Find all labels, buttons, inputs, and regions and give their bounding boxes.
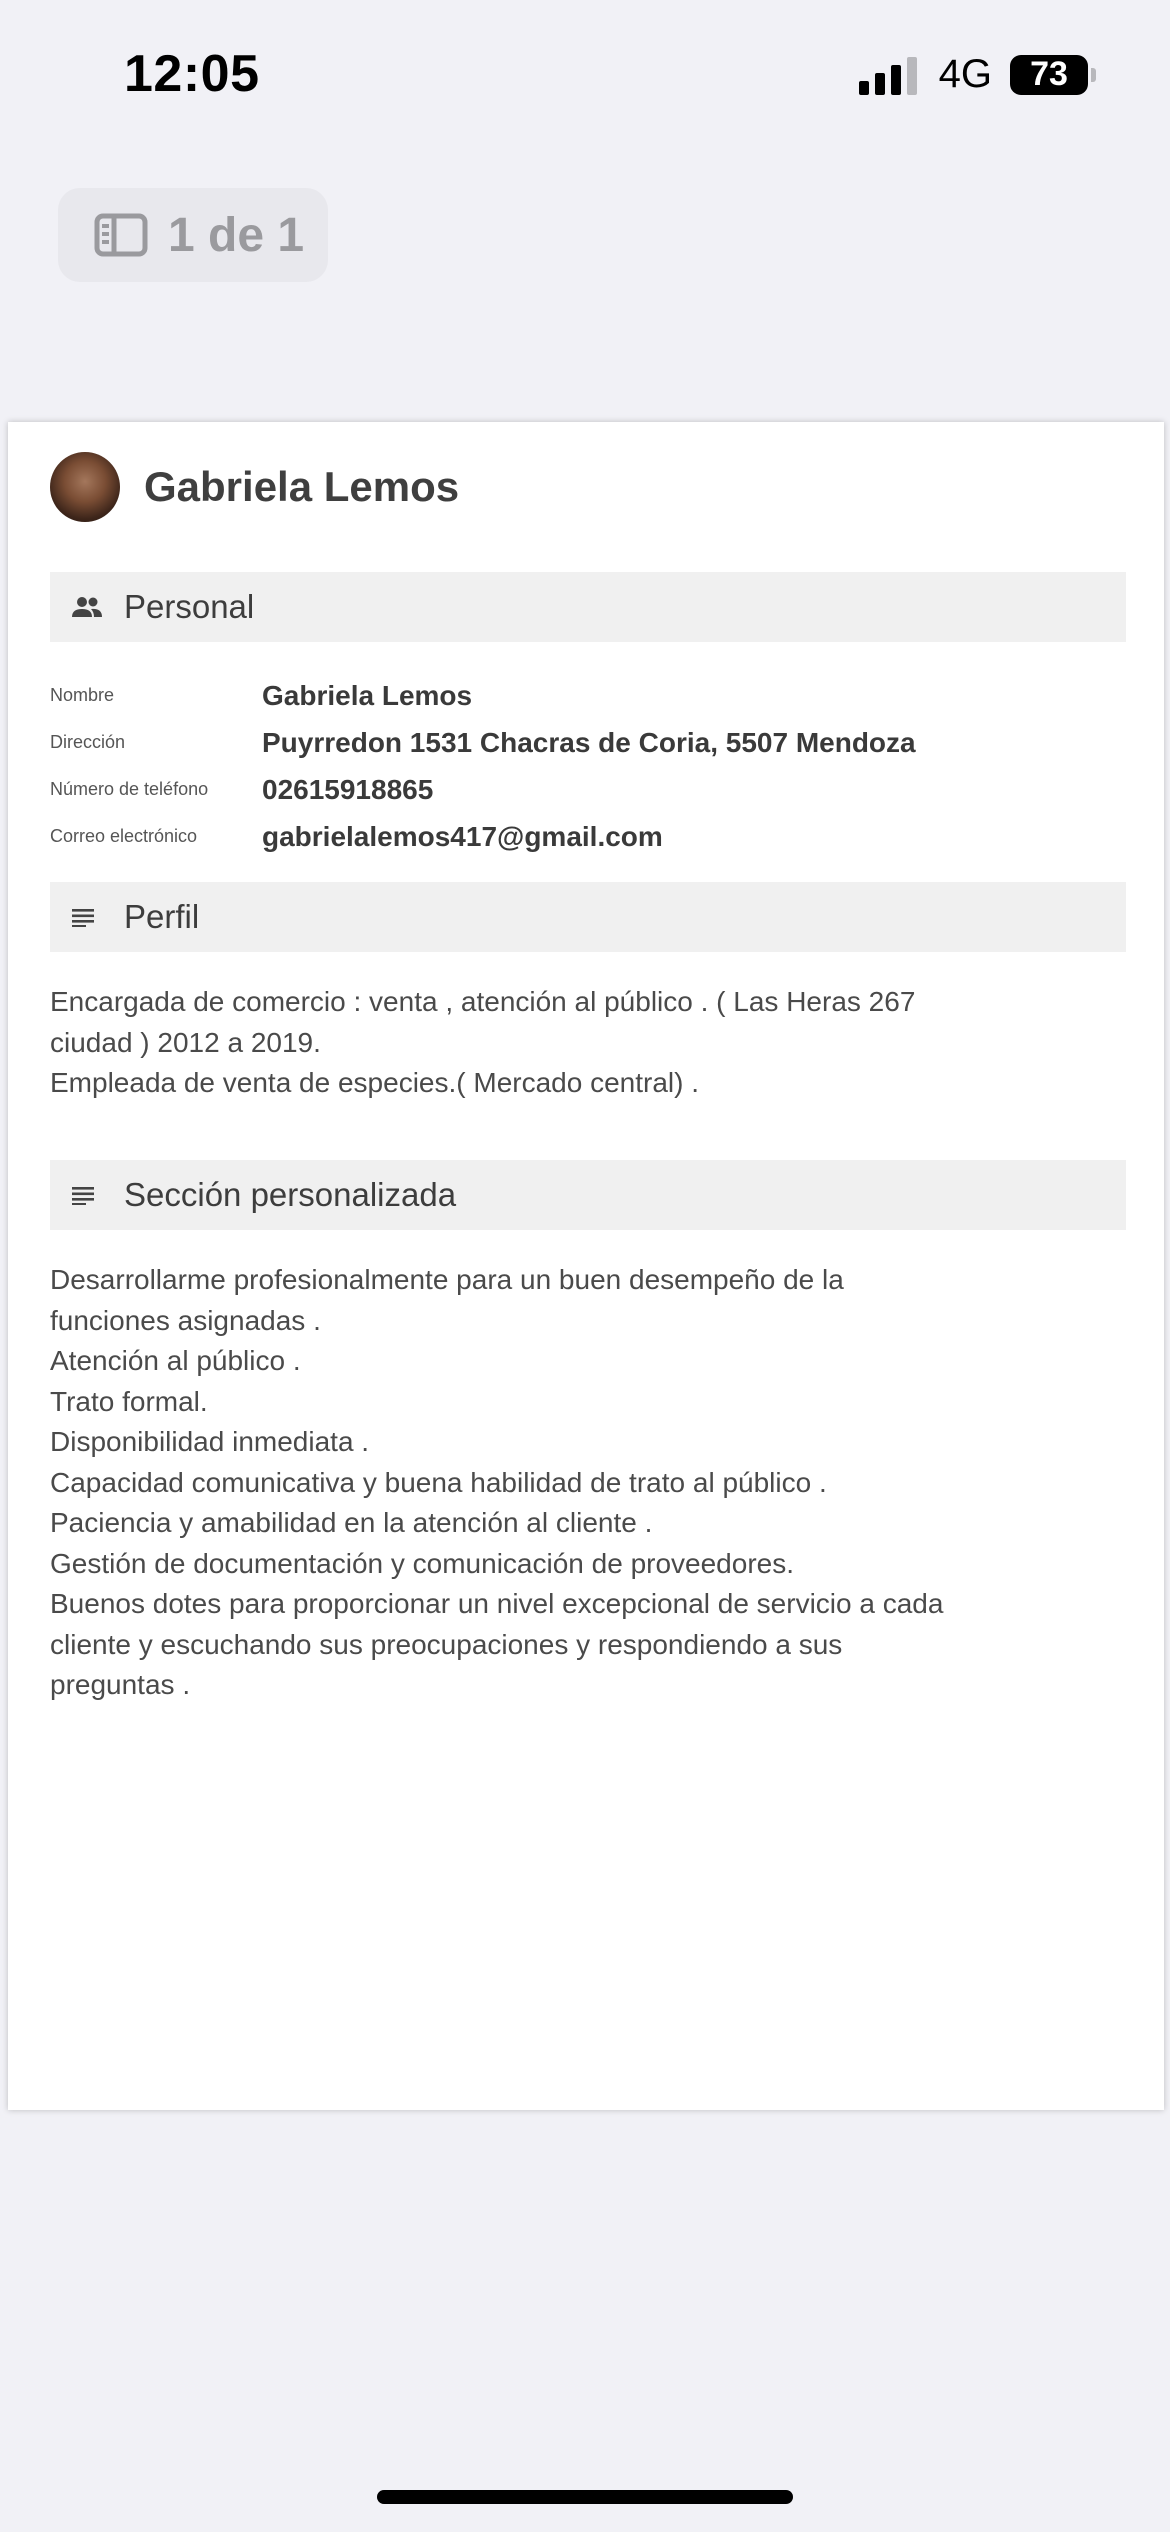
info-value: Gabriela Lemos	[262, 679, 473, 711]
sidebar-icon	[94, 213, 148, 257]
text-line: Paciencia y amabilidad en la atención al cliente .	[50, 1507, 653, 1538]
status-time: 12:05	[124, 45, 260, 103]
personal-info-list	[50, 672, 916, 860]
info-row-correo	[50, 813, 916, 860]
status-indicators	[859, 52, 1096, 97]
info-value: gabrielalemos417@gmail.com	[262, 820, 663, 852]
info-row-nombre	[50, 672, 916, 719]
battery-icon	[1010, 55, 1088, 95]
network-type: 4G	[938, 52, 992, 96]
info-row-direccion	[50, 719, 916, 766]
info-label: Correo electrónico	[50, 826, 198, 846]
battery-level: 73	[1030, 55, 1068, 93]
text-line: Buenos dotes para proporcionar un nivel excepcional de servicio a cada	[50, 1588, 944, 1619]
info-row-telefono	[50, 766, 916, 813]
avatar	[50, 452, 120, 522]
signal-icon	[859, 55, 917, 95]
section-title-personal: Personal	[124, 588, 255, 625]
info-label: Dirección	[50, 732, 126, 752]
document-page[interactable]	[8, 422, 1164, 2110]
battery-tip	[1091, 68, 1096, 82]
text-line: Atención al público .	[50, 1345, 301, 1376]
cv-name: Gabriela Lemos	[144, 463, 460, 510]
cv-header	[50, 452, 459, 522]
section-custom	[50, 1160, 1126, 1230]
perfil-text	[50, 982, 915, 1104]
section-title-perfil: Perfil	[124, 898, 200, 935]
text-line: ciudad ) 2012 a 2019.	[50, 1026, 321, 1058]
text-line: Encargada de comercio : venta , atención al público . ( Las Heras 267	[50, 986, 916, 1017]
page-indicator-button[interactable]	[58, 188, 328, 282]
section-personal	[50, 572, 1126, 642]
info-label: Número de teléfono	[50, 779, 209, 799]
text-line: Desarrollarme profesionalmente para un buen desempeño de la	[50, 1264, 844, 1295]
text-line: preguntas .	[50, 1669, 191, 1700]
text-line: Trato formal.	[50, 1385, 208, 1417]
text-line: funciones asignadas .	[50, 1304, 321, 1336]
info-value: 02615918865	[262, 773, 434, 805]
section-title-custom: Sección personalizada	[124, 1176, 457, 1213]
page-indicator-label: 1 de 1	[168, 208, 305, 262]
text-line: Empleada de venta de especies.( Mercado central) .	[50, 1067, 700, 1098]
info-value: Puyrredon 1531 Chacras de Coria, 5507 Mendoza	[262, 726, 916, 758]
text-lines-icon	[72, 902, 102, 932]
home-indicator[interactable]	[377, 2490, 793, 2504]
text-line: cliente y escuchando sus preocupaciones y respondiendo a sus	[50, 1628, 843, 1660]
text-line: Disponibilidad inmediata .	[50, 1426, 370, 1457]
text-lines-icon	[72, 1180, 102, 1210]
people-icon	[72, 592, 102, 622]
text-line: Capacidad comunicativa y buena habilidad de trato al público .	[50, 1466, 827, 1498]
section-perfil	[50, 882, 1126, 952]
custom-text	[50, 1260, 943, 1706]
text-line: Gestión de documentación y comunicación de proveedores.	[50, 1547, 794, 1579]
info-label: Nombre	[50, 685, 115, 705]
